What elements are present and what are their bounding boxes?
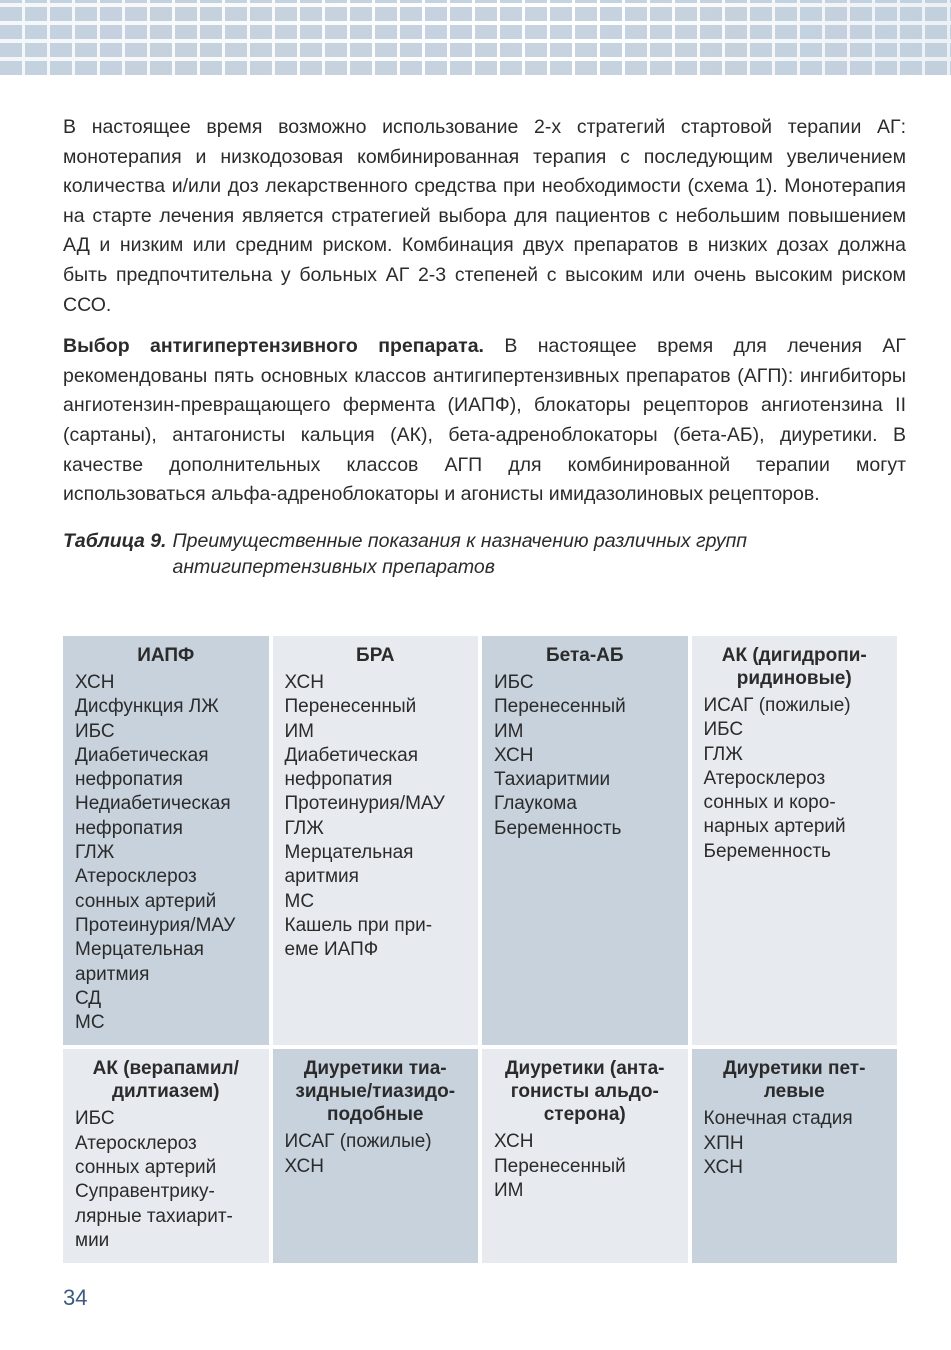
cell-header: ИАПФ [137,645,195,666]
cell-item: Диабетическая [284,744,419,766]
table-cell [273,1049,479,1263]
cell-items [704,1107,886,1180]
cell-item: Беременность [703,840,831,862]
cell-header: АК (дигидропи- ридиновые) [721,645,867,689]
cell-item: аритмия [75,963,150,985]
cell-item: Атеросклероз [75,1132,197,1154]
cell-items [494,671,676,841]
cell-item: ХСН [75,672,115,693]
table-row [63,1049,897,1263]
cell-items [75,671,257,1035]
cell-item: Протеинурия/МАУ [75,914,236,936]
cell-item: ИБС [75,1108,115,1130]
cell-item: Перенесенный [494,1155,626,1177]
paragraph-drug-choice [63,332,906,510]
page-number: 34 [63,1285,88,1310]
table-row [63,636,897,1045]
cell-item: ХСН [494,744,534,766]
cell-item: нефропатия [75,817,183,839]
cell-item: ИМ [284,720,314,742]
cell-item: ИСАГ (пожилые) [703,695,851,716]
cell-item: Мерцательная [284,842,414,864]
cell-item: Перенесенный [494,696,626,718]
header-decorative-band [0,0,951,75]
cell-item: сонных артерий [75,890,217,912]
cell-item: нефропатия [75,769,183,791]
table-cell [63,1049,269,1263]
cell-item: сонных артерий [75,1157,217,1179]
cell-header: Диуретики пет- левые [723,1058,866,1103]
cell-header: БРА [356,645,395,666]
cell-item: Дисфункция ЛЖ [75,696,219,718]
cell-header: Диуретики тиа- зидные/тиазидо- подобные [295,1058,456,1126]
cell-item: Мерцательная [75,939,204,961]
cell-item: ИБС [494,672,534,693]
cell-item: Протеинурия/МАУ [284,793,445,815]
cell-item: еме ИАПФ [284,939,379,961]
table-cell [482,636,688,1045]
table-caption-text: Преимущественные показания к назначению различных групп антигипертензивных препаратов [172,529,748,578]
table-cell [692,636,898,1045]
cell-item: ХСН [703,1157,743,1179]
cell-items [494,1130,676,1203]
cell-item: ХСН [494,1131,534,1153]
table-cell [482,1049,688,1263]
header-band-overlay [0,0,951,75]
cell-item: ГЛЖ [75,842,115,864]
cell-item: Суправентрику- [75,1181,215,1203]
cell-items [285,1130,467,1179]
cell-header: АК (верапамил/ дилтиазем) [92,1058,239,1103]
cell-items [704,694,886,864]
cell-items [75,1107,257,1253]
cell-item: лярные тахиарит- [75,1205,233,1227]
table-cell [692,1049,898,1263]
table-caption [63,528,906,580]
cell-header: Бета-АБ [545,645,624,666]
cell-item: Атеросклероз [75,866,197,888]
cell-item: ХСН [284,1155,324,1177]
table-cell [63,636,269,1045]
cell-item: ИСАГ (пожилые) [284,1131,432,1153]
paragraph-drug-choice-text: В настоящее время для лечения АГ рекомендованы пять основных классов антигипертензивных препаратов (АГП): ингибиторы ангиотензин-превращающего фермента (ИАПФ), блокаторы рецепторов ангиотензина II (сартаны), антагонисты кальция (АК), бета-адреноблокаторы (бета-АБ), диуретики. В качестве дополнительных классов АГП для комбинированной терапии могут использоваться альфа-адреноблокаторы и агонисты имидазолиновых рецепторов. [63,335,906,506]
cell-item: нефропатия [284,769,393,791]
cell-item: ИБС [75,720,115,742]
cell-item: аритмия [284,866,359,888]
cell-item: МС [75,1012,105,1034]
cell-item: Тахиаритмии [494,769,611,791]
paragraph-strategies: В настоящее время возможно использование 2-х стратегий стартовой терапии АГ: монотерапия и низкодозовая комбинированная терапия с последующим увеличением количества и/или доз лекарственного средства при необходимости (схема 1). Монотерапия на старте лечения является стратегией выбора для пациентов с небольшим повышением АД и низким или средним риском. Комбинация двух препаратов в низких дозах должна быть предпочтительна у больных АГ 2-3 степеней с высоким или очень высоким риском ССО. [63,116,906,316]
cell-item: Конечная стадия [703,1108,853,1130]
cell-item: Атеросклероз [703,767,826,789]
cell-item: Кашель при при- [284,914,433,936]
table-caption-label: Таблица 9. [63,529,167,552]
cell-item: ГЛЖ [703,743,743,765]
cell-item: Диабетическая [75,744,209,766]
cell-item: Недиабетическая [75,793,231,815]
cell-item: ГЛЖ [284,817,324,839]
cell-item: нарных артерий [703,816,846,838]
indications-table [59,632,901,1267]
cell-item: СД [75,987,102,1009]
cell-item: ХСН [284,672,324,693]
cell-item: ИБС [703,719,744,741]
table-cell [273,636,479,1045]
cell-item: ИМ [494,1180,524,1202]
cell-item: ХПН [703,1132,744,1154]
cell-item: сонных и коро- [703,792,836,814]
cell-item: Беременность [494,817,622,839]
cell-item: Глаукома [494,793,577,815]
cell-items [285,671,467,963]
cell-header: Диуретики (анта- гонисты альдо- стерона) [505,1058,665,1126]
paragraph-drug-choice-heading: Выбор антигипертензивного препарата. [63,335,484,358]
cell-item: Перенесенный [284,696,417,718]
cell-item: МС [284,890,315,912]
text-content [63,113,906,580]
cell-item: мии [75,1229,110,1251]
cell-item: ИМ [494,720,524,742]
